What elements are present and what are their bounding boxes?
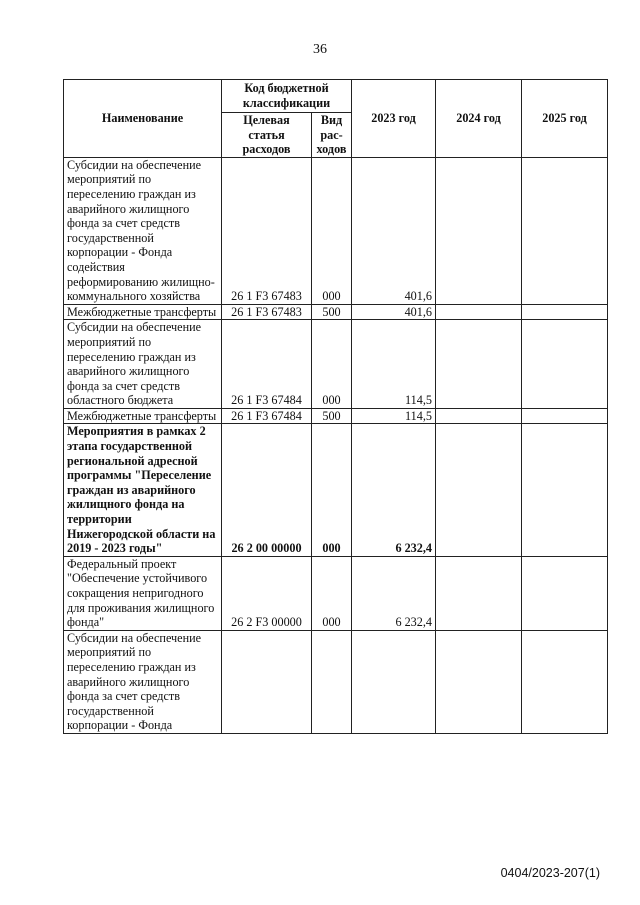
- row-amount-2025: [522, 304, 608, 320]
- row-amount-2025: [522, 157, 608, 304]
- row-target-article: 26 1 F3 67483: [222, 304, 312, 320]
- row-amount-2024: [436, 157, 522, 304]
- row-amount-2024: [436, 424, 522, 556]
- row-name: Федеральный проект "Обеспечение устойчивого сокращения непригодного для проживания жилищного фонда": [64, 556, 222, 630]
- row-amount-2024: [436, 320, 522, 409]
- row-target-article: [222, 630, 312, 733]
- table-row: [64, 320, 608, 409]
- row-target-article: 26 2 F3 00000: [222, 556, 312, 630]
- row-expense-type: 000: [312, 556, 352, 630]
- row-amount-2023: [352, 630, 436, 733]
- row-expense-type: 500: [312, 304, 352, 320]
- header-name: Наименование: [64, 80, 222, 158]
- row-amount-2023: 6 232,4: [352, 556, 436, 630]
- row-expense-type: 000: [312, 424, 352, 556]
- row-amount-2025: [522, 408, 608, 424]
- table-row: [64, 424, 608, 556]
- row-amount-2025: [522, 424, 608, 556]
- row-name: Межбюджетные трансферты: [64, 304, 222, 320]
- row-target-article: 26 1 F3 67484: [222, 320, 312, 409]
- row-expense-type: 500: [312, 408, 352, 424]
- row-amount-2023: 401,6: [352, 157, 436, 304]
- header-2024: 2024 год: [436, 80, 522, 158]
- row-name: Мероприятия в рамках 2 этапа государственной региональной адресной программы "Переселение граждан из аварийного жилищного фонда на территории Нижегородской области на 2019 - 2023 годы": [64, 424, 222, 556]
- row-target-article: 26 1 F3 67484: [222, 408, 312, 424]
- header-2025: 2025 год: [522, 80, 608, 158]
- header-expense-type: Вид рас-ходов: [312, 113, 352, 158]
- row-amount-2023: 114,5: [352, 320, 436, 409]
- table-row: [64, 408, 608, 424]
- page-number: 36: [313, 42, 327, 57]
- table-row: [64, 630, 608, 733]
- row-name: Межбюджетные трансферты: [64, 408, 222, 424]
- row-amount-2023: 114,5: [352, 408, 436, 424]
- row-name: Субсидии на обеспечение мероприятий по переселению граждан из аварийного жилищного фонда за счет средств государственной корпорации - Фонда: [64, 630, 222, 733]
- row-amount-2025: [522, 630, 608, 733]
- row-amount-2024: [436, 630, 522, 733]
- budget-table: [63, 79, 608, 734]
- row-target-article: 26 1 F3 67483: [222, 157, 312, 304]
- document-code: 0404/2023-207(1): [500, 866, 600, 880]
- row-name: Субсидии на обеспечение мероприятий по переселению граждан из аварийного жилищного фонда за счет средств государственной корпорации - Фонда содействия реформированию жилищно-коммунального хозяйства: [64, 157, 222, 304]
- row-amount-2023: 6 232,4: [352, 424, 436, 556]
- row-name: Субсидии на обеспечение мероприятий по переселению граждан из аварийного жилищного фонда за счет средств областного бюджета: [64, 320, 222, 409]
- row-amount-2023: 401,6: [352, 304, 436, 320]
- row-amount-2025: [522, 556, 608, 630]
- row-amount-2024: [436, 304, 522, 320]
- row-amount-2024: [436, 408, 522, 424]
- row-amount-2025: [522, 320, 608, 409]
- table-row: [64, 556, 608, 630]
- header-2023: 2023 год: [352, 80, 436, 158]
- header-target-article: Целевая статья расходов: [222, 113, 312, 158]
- row-expense-type: 000: [312, 320, 352, 409]
- header-code-group: Код бюджетной классификации: [222, 80, 352, 113]
- row-amount-2024: [436, 556, 522, 630]
- row-target-article: 26 2 00 00000: [222, 424, 312, 556]
- table-row: [64, 157, 608, 304]
- row-expense-type: 000: [312, 157, 352, 304]
- row-expense-type: [312, 630, 352, 733]
- table-row: [64, 304, 608, 320]
